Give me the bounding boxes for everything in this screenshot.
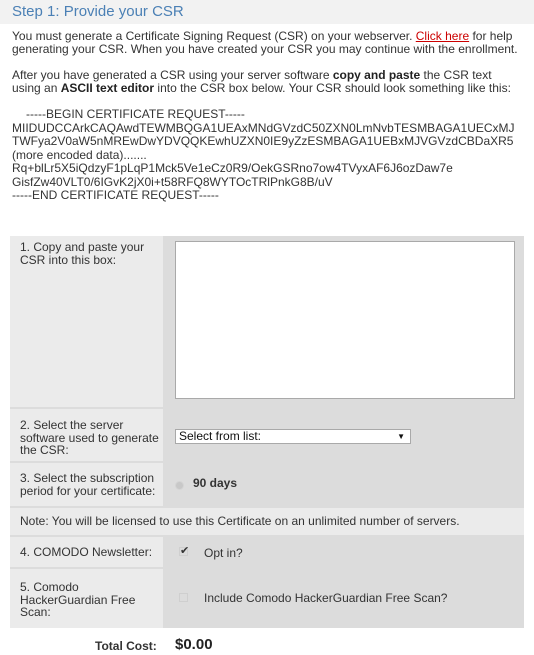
period-radio[interactable] (175, 481, 184, 490)
step-header (0, 0, 534, 24)
intro-text-segment: for help generating your CSR. When you have created your CSR you may continue with the enrollment. (12, 29, 518, 56)
intro-text-segment: You must generate a Certificate Signing Request (CSR) on your webserver. (12, 29, 416, 43)
hackerguardian-option-label: Include Comodo HackerGuardian Free Scan? (204, 591, 448, 605)
hackerguardian-cell (165, 569, 524, 628)
csr-line: Rq+blLr5X5iQdzyF1pLqP1Mck5Ve1eCz0R9/OekGSRno7ow4TVyxAF6J6ozDaw7e (12, 161, 453, 175)
csr-help-link[interactable]: Click here (415, 29, 470, 43)
total-cost (0, 636, 534, 655)
intro-paragraph-2 (12, 69, 522, 95)
row-hackerguardian (10, 569, 524, 628)
server-software-selected: Select from list: (179, 429, 262, 443)
server-software-cell (165, 409, 524, 461)
chevron-down-icon: ▼ (397, 432, 405, 441)
intro-text-segment: After you have generated a CSR using your server software (12, 68, 333, 82)
total-cost-value: $0.00 (175, 636, 213, 653)
csr-label: 1. Copy and paste your CSR into this box: (10, 236, 163, 407)
subscription-period-label: 3. Select the subscription period for your certificate: (10, 463, 163, 506)
intro-text-segment: the CSR text using an (12, 68, 492, 95)
period-option-label: 90 days (193, 476, 238, 490)
total-cost-label: Total Cost: (95, 639, 157, 653)
row-newsletter (10, 537, 524, 567)
step-title: Step 1: Provide your CSR (12, 3, 184, 20)
newsletter-option-label: Opt in? (204, 546, 243, 560)
csr-end-line: -----END CERTIFICATE REQUEST----- (12, 188, 219, 202)
hackerguardian-checkbox[interactable] (179, 593, 188, 602)
subscription-period-cell (165, 463, 524, 506)
csr-line: MIIDUDCCArkCAQAwdTEWMBQGA1UEAxMNdGVzdC50ZXN0LmNvbTESMBAGA1UECxMJ (12, 120, 515, 135)
csr-example (12, 108, 522, 203)
row-subscription-period (10, 463, 524, 506)
row-csr (10, 236, 524, 407)
intro-text-segment: into the CSR box below. Your CSR should look something like this: (154, 81, 511, 95)
csr-line: GisfZw40VLT0/6IGvK2jX0i+t58RFQ8WYTOcTRlPnkG8B/uV (12, 174, 333, 189)
csr-cell (165, 236, 524, 407)
newsletter-cell (165, 537, 524, 567)
newsletter-label: 4. COMODO Newsletter: (10, 537, 163, 567)
csr-textarea[interactable] (175, 241, 515, 399)
intro-bold-text: ASCII text editor (60, 81, 155, 95)
server-software-label: 2. Select the server software used to generate the CSR: (10, 409, 163, 461)
newsletter-checkbox[interactable]: ✔ (180, 545, 190, 557)
hackerguardian-label: 5. Comodo HackerGuardian Free Scan: (10, 569, 163, 628)
license-note: Note: You will be licensed to use this Certificate on an unlimited number of servers. (10, 508, 524, 535)
server-software-select[interactable] (175, 429, 411, 444)
row-server-software (10, 409, 524, 461)
csr-begin-line: -----BEGIN CERTIFICATE REQUEST----- (26, 107, 245, 121)
intro-bold-text: copy and paste (332, 68, 421, 82)
csr-line: TWFya2V0aW5nMREwDwYDVQQKEwhUZXN0IE9yZzESMBAGA1UEBxMJVGVzdCBDaXR5 (12, 134, 514, 148)
csr-form (10, 236, 524, 628)
csr-line: (more encoded data)....... (12, 147, 147, 162)
intro-text (12, 30, 522, 203)
intro-paragraph-1 (12, 30, 522, 56)
